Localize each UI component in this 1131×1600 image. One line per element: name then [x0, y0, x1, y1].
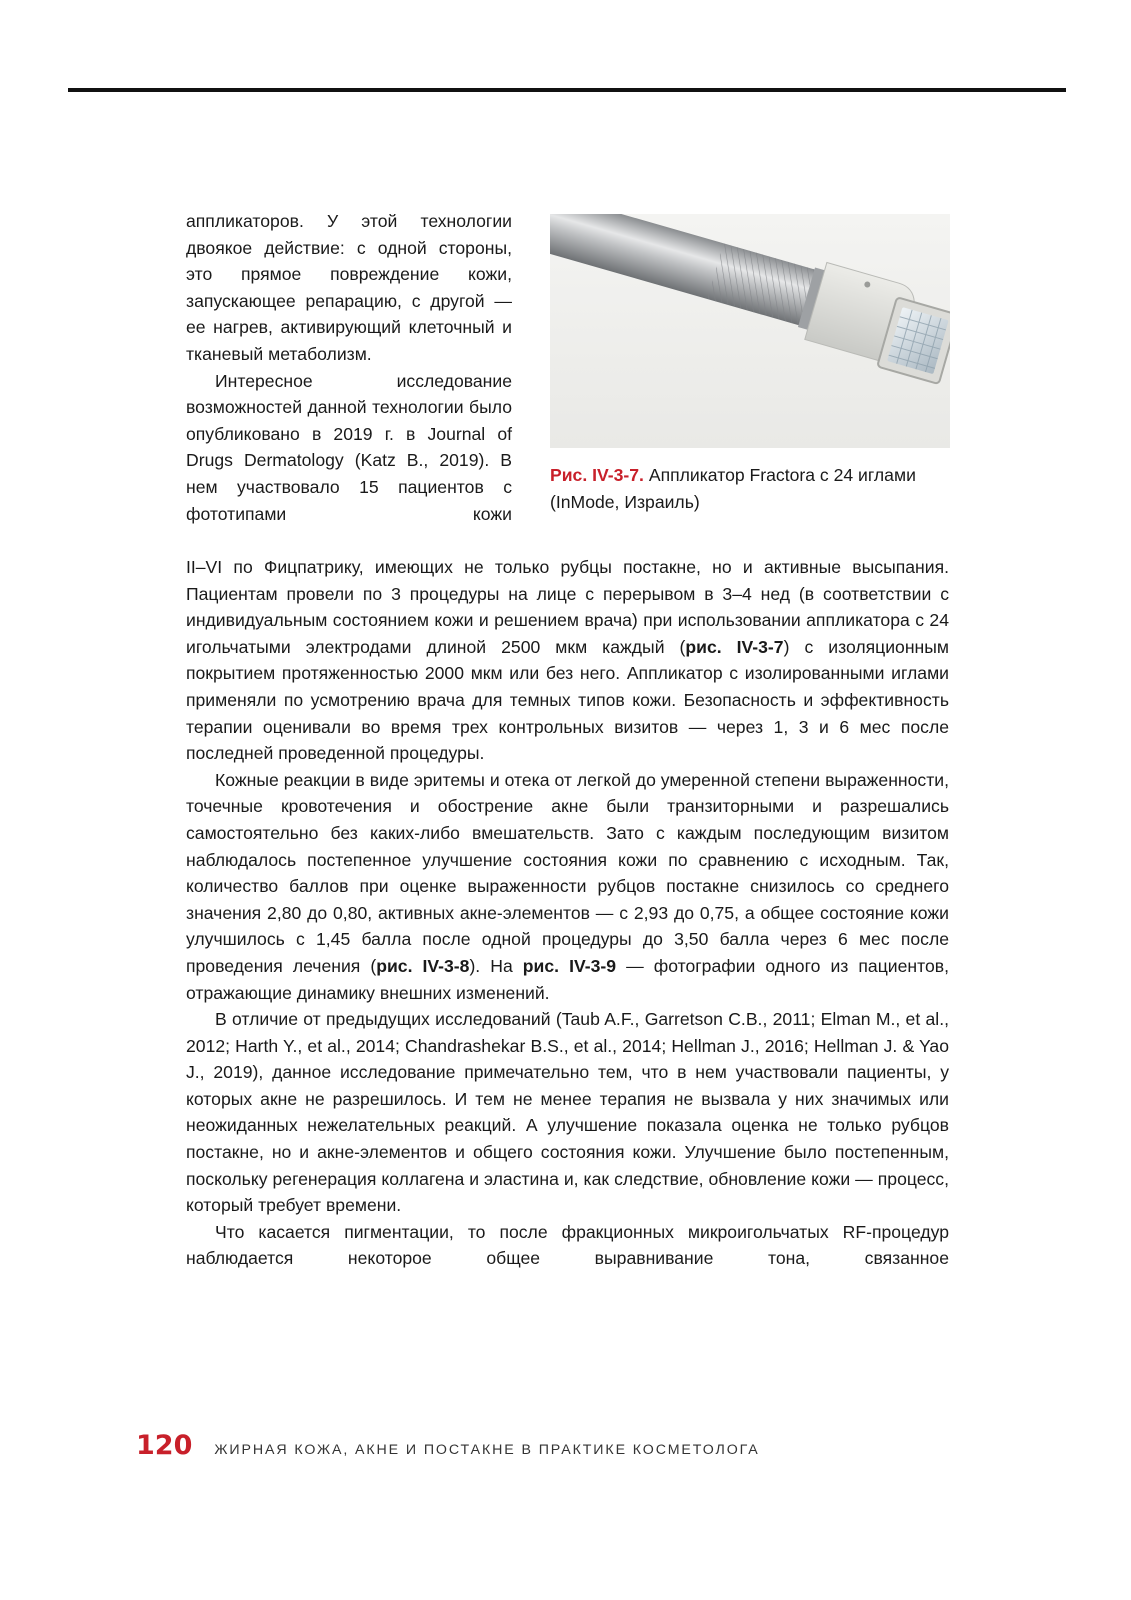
text-run: Кожные реакции в виде эритемы и отека от легкой до умеренной степени выраженности, точечные кровотечения и обострение акне были транзиторными и разрешались самостоятельно без каких-либо вмешательств. Зато с каждым последующим визитом наблюдалось постепенное улучшение состояния кожи по сравнению с исходным. Так, количество баллов при оценке выраженности рубцов постакне снизилось со среднего значения 2,80 до 0,80, активных акне-элементов — с 2,93 до 0,75, а общее состояние кожи улучшилось с 1,45 балла после одной процедуры до 3,50 балла через 6 мес после проведения лечения ( — [186, 769, 949, 976]
paragraph-2-start: Интересное исследование возможностей данной технологии было опубликовано в 2019 г. в Journal of Drugs Dermatology (Katz B., 2019). В нем участвовало 15 пациентов с фототипами кожи — [186, 370, 512, 524]
page-footer — [136, 1430, 760, 1461]
figure-caption-text: Аппликатор Fractora с 24 иглами (InMode, Израиль) — [550, 465, 916, 512]
header-rule — [68, 88, 1066, 92]
body-text — [186, 554, 949, 1272]
figure-image-fractora-applicator — [550, 214, 950, 448]
figure-label: Рис. IV-3-7. — [550, 465, 644, 485]
text-run: — фотографии одного из пациентов, отражающие динамику внешних изменений. — [186, 955, 949, 1003]
figure-caption — [550, 462, 950, 515]
figure-ref-iv-3-8: рис. IV-3-8 — [376, 955, 470, 976]
text-run: ) с изоляционным покрытием протяженностью 2000 мкм или без него. Аппликатор с изолированными иглами применяли по усмотрению врача для темных типов кожи. Безопасность и эффективность терапии оценивали во время трех контрольных визитов — через 1, 3 и 6 мес после последней проведенной процедуры. — [186, 636, 949, 764]
text-run: II–VI по Фицпатрику, имеющих не только рубцы постакне, но и активные высыпания. Пациентам провели по 3 процедуры на лице с перерывом в 3–4 нед (в соответствии с индивидуальным состоянием кожи и решением врача) при использовании аппликатора с 24 игольчатыми электродами длиной 2500 мкм каждый ( — [186, 557, 949, 657]
paragraph-5: Что касается пигментации, то после фракционных микроигольчатых RF-процедур наблюдается некоторое общее выравнивание тона, связанное — [186, 1221, 949, 1269]
text-run: ). На — [469, 955, 523, 976]
paragraph-3 — [186, 767, 949, 1006]
figure-ref-iv-3-9: рис. IV-3-9 — [522, 955, 617, 976]
figure-ref-iv-3-7: рис. IV-3-7 — [685, 636, 784, 657]
column-text — [186, 208, 512, 527]
paragraph-4: В отличие от предыдущих исследований (Taub A.F., Garretson C.B., 2011; Elman M., et al., 2012; Harth Y., et al., 2014; Chandrashekar B.S., et al., 2014; Hellman J., 2016; Hellman J. & Yao J., 2019), данное исследование примечательно тем, что в нем участвовали пациенты, у которых акне не разрешилось. И тем не менее терапия не вызвала у них значимых или неожиданных нежелательных реакций. А улучшение показала оценка не только рубцов постакне, но и акне-элементов и общего состояния кожи. Улучшение было постепенным, поскольку регенерация коллагена и эластина и, как следствие, обновление кожи — процесс, который требует времени. — [186, 1009, 949, 1216]
paragraph-2-continued — [186, 554, 949, 767]
running-title: ЖИРНАЯ КОЖА, АКНЕ И ПОСТАКНЕ В ПРАКТИКЕ КОСМЕТОЛОГА — [214, 1442, 760, 1458]
applicator-illustration — [550, 214, 950, 448]
page-number: 120 — [136, 1430, 193, 1461]
paragraph-1: аппликаторов. У этой технологии двоякое действие: с одной стороны, это прямое повреждение кожи, запускающее репарацию, с другой — ее нагрев, активирующий клеточный и тканевый метаболизм. — [186, 211, 512, 364]
